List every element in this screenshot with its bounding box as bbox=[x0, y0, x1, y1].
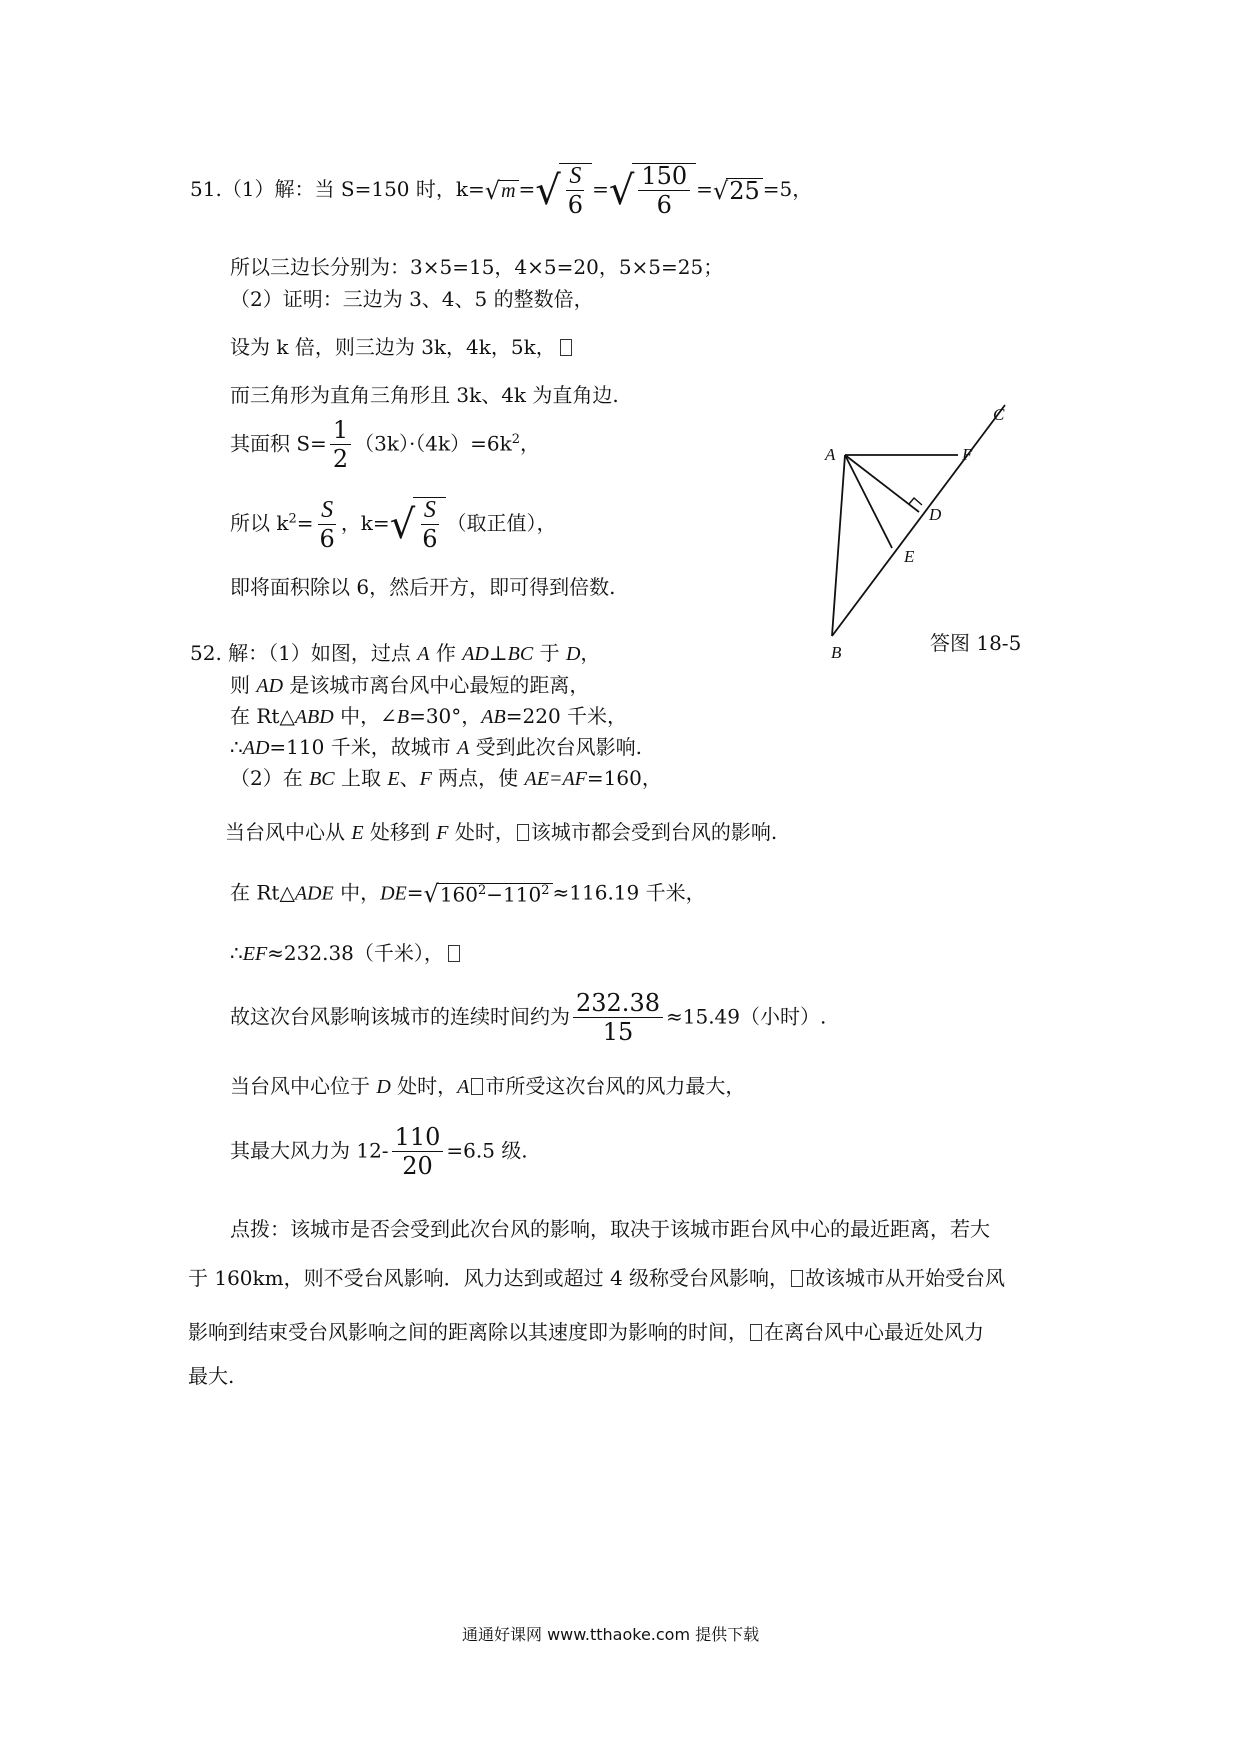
missing-glyph-box bbox=[517, 824, 529, 841]
p52-line8: ∴EF≈232.38（千米）， bbox=[230, 943, 460, 964]
missing-glyph-box bbox=[750, 1324, 762, 1341]
line-ab bbox=[832, 455, 845, 636]
p52-line4: ∴AD=110 千米，故城市 A 受到此次台风影响. bbox=[230, 735, 642, 759]
p51-line2: 所以三边长分别为：3×5=15，4×5=20，5×5=25； bbox=[230, 255, 724, 279]
fraction-wind: $\frac{110}{20}$ bbox=[392, 1125, 444, 1179]
fraction-s-over-6: $\frac{S}{6}$ bbox=[319, 496, 335, 553]
label-c: C bbox=[993, 405, 1005, 424]
p51-number: 51. bbox=[190, 177, 222, 202]
label-d: D bbox=[929, 505, 942, 524]
line-ae bbox=[845, 455, 892, 548]
p51-line1: 51.（1）解：当 S=150 时，k= √ m = √ $\frac{S}{6}$ = √ $\frac{150}{6}$ = √ 25 =5， bbox=[190, 162, 813, 220]
p52-line3: 在 Rt△ABD 中，∠B=30°，AB=220 千米， bbox=[230, 704, 628, 728]
missing-glyph-box bbox=[791, 1270, 803, 1287]
label-f: F bbox=[962, 445, 973, 464]
p52-line5: （2）在 BC 上取 E、F 两点，使 AE=AF=160， bbox=[230, 766, 662, 790]
page-footer: 通通好课网 www.tthaoke.com 提供下载 bbox=[462, 1625, 760, 1644]
p51-line3: （2）证明：三边为 3、4、5 的整数倍， bbox=[230, 287, 594, 311]
line-bc bbox=[832, 405, 1005, 636]
sqrt-m: √ m bbox=[485, 179, 519, 203]
hint-line4: 最大. bbox=[188, 1364, 235, 1388]
hint-line2: 于 160km，则不受台风影响．风力达到或超过 4 级称受台风影响， 故该城市从开始受台风 bbox=[188, 1266, 1006, 1290]
p51-line6: 其面积 S= $\frac{1}{2}$ $(3k)\cdot(4k)=6k^2$， bbox=[230, 416, 541, 474]
p52-line2: 则 AD 是该城市离台风中心最短的距离， bbox=[230, 673, 590, 697]
p51-line8: 即将面积除以 6，然后开方，即可得到倍数. bbox=[230, 575, 616, 599]
p52-line9: 故这次台风影响该城市的连续时间约为 $\frac{232.38}{15}$ ≈15.49（小时）. bbox=[230, 989, 827, 1047]
p51-line5: 而三角形为直角三角形且 3k、4k 为直角边. bbox=[230, 383, 619, 407]
missing-glyph-box bbox=[471, 1078, 483, 1095]
geometry-figure bbox=[815, 400, 1035, 670]
p52-line11: 其最大风力为 12- $\frac{110}{20}$ =6.5 级. bbox=[230, 1123, 528, 1181]
p51-line4: 设为 k 倍，则三边为 3k，4k，5k， bbox=[230, 337, 572, 357]
sqrt-25: √ 25 bbox=[713, 178, 763, 203]
sqrt-s-over-6: √ $\frac{S}{6}$ bbox=[535, 163, 592, 218]
sqrt-distance: √ $160^2-110^2$ bbox=[424, 882, 553, 906]
hint-line1: 点拨：该城市是否会受到此次台风的影响，取决于该城市距台风中心的最近距离，若大 bbox=[230, 1217, 990, 1241]
figure-caption: 答图 18-5 bbox=[930, 631, 1022, 655]
missing-glyph-box bbox=[560, 339, 572, 356]
p52-line10: 当台风中心位于 D 处时，A 市所受这次台风的风力最大， bbox=[230, 1074, 746, 1098]
label-e: E bbox=[904, 547, 915, 566]
p52-line1: 52. 解：（1）如图，过点 A 作 AD⊥BC 于 D， bbox=[190, 641, 601, 665]
sqrt-150-over-6: √ $\frac{150}{6}$ bbox=[609, 163, 696, 218]
right-angle-mark bbox=[909, 498, 922, 505]
p52-line7: 在 Rt△ADE 中，DE= √ $160^2-110^2$ ≈116.19 千米， bbox=[230, 880, 706, 908]
hint-line3: 影响到结束受台风影响之间的距离除以其速度即为影响的时间， 在离台风中心最近处风力 bbox=[188, 1320, 984, 1344]
p52-line6: 当台风中心从 E 处移到 F 处时， 该城市都会受到台风的影响. bbox=[225, 820, 778, 844]
sqrt-s-over-6-b: √ $\frac{S}{6}$ bbox=[390, 497, 447, 552]
p51-line7: 所以 $k^2=$ $\frac{S}{6}$ ，k= √ $\frac{S}{6}$ （取正值）， bbox=[230, 496, 557, 554]
missing-glyph-box bbox=[448, 945, 460, 962]
label-b: B bbox=[831, 643, 842, 662]
fraction-time: $\frac{232.38}{15}$ bbox=[573, 991, 663, 1045]
line-ad bbox=[845, 455, 919, 512]
label-a: A bbox=[825, 445, 836, 464]
fraction-one-half: $\frac{1}{2}$ bbox=[330, 418, 351, 472]
